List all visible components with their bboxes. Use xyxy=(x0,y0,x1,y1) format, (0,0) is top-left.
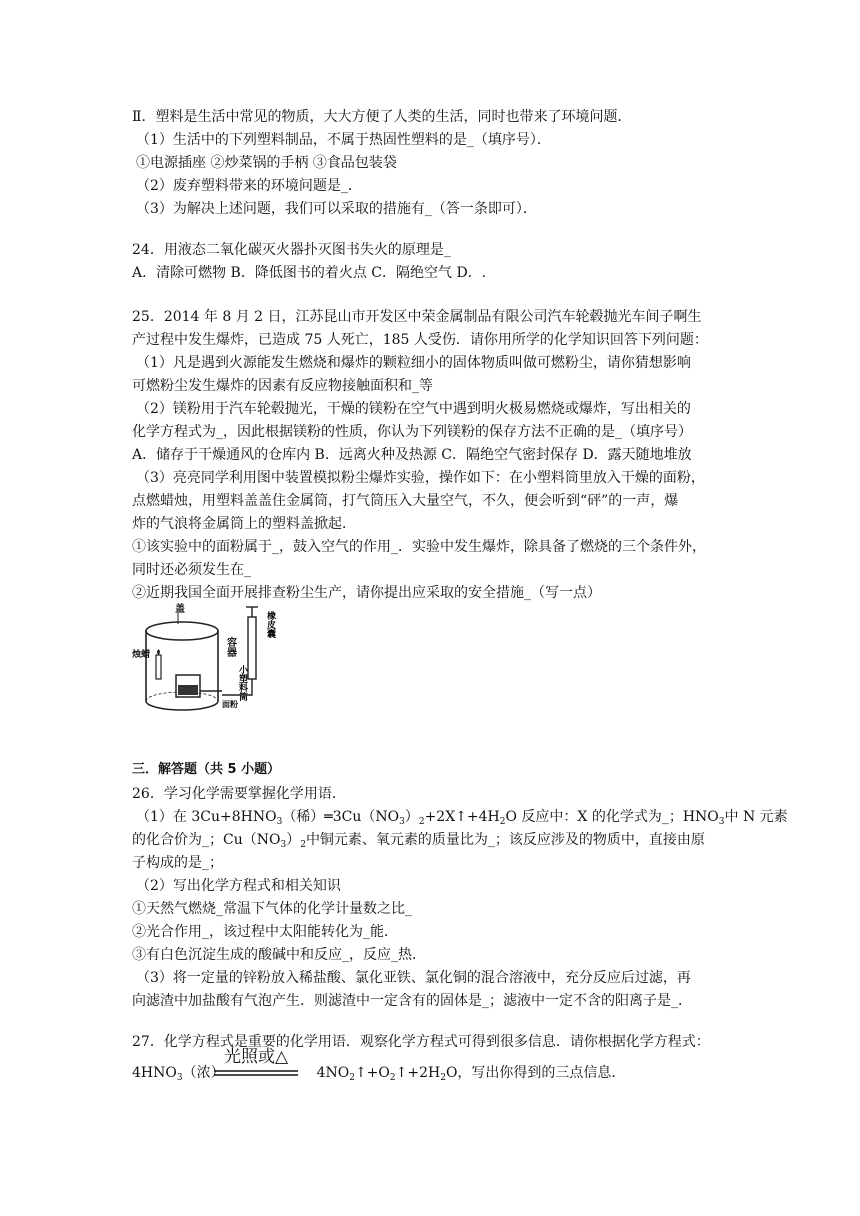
question-26-line: ①天然气燃烧_常温下气体的化学计量数之比_ xyxy=(132,901,412,917)
question-26-line: （1）在 $3Cu+8HNO_3$（稀）$═3Cu(NO_3)_2+2X↑+4H_2O$ 反应中：X 的化学式为_；$HNO_3$中 N 元素 xyxy=(136,809,788,827)
reaction-condition: 光照或△ xyxy=(223,1047,289,1067)
question-25-line: （1）凡是遇到火源能发生燃烧和爆炸的颗粒细小的固体物质叫做可燃粉尘，请你猜想影响 xyxy=(136,355,691,371)
section-intro: Ⅱ．塑料是生活中常见的物质，大大方便了人类的生活，同时也带来了环境问题． xyxy=(132,109,632,125)
question-25-line: （2）镁粉用于汽车轮毂抛光，干燥的镁粉在空气中遇到明火极易燃烧或爆炸，写出相关的 xyxy=(136,401,691,417)
section-heading: 三．解答题（共 5 小题） xyxy=(132,762,281,777)
question-25-line: 可燃粉尘发生爆炸的因素有反应物接触面积和_等 xyxy=(132,378,433,394)
question-26-line: ③有白色沉淀生成的酸碱中和反应_，反应_热． xyxy=(132,947,426,963)
question-26-line: ②光合作用_，该过程中太阳能转化为_能． xyxy=(132,924,398,940)
question-26-line: （2）写出化学方程式和相关知识 xyxy=(136,878,341,894)
question-25-line: 25．2014 年 8 月 2 日，江苏昆山市开发区中荣金属制品有限公司汽车轮毂抛光车间子啊生 xyxy=(132,309,702,325)
question-25-line: ①该实验中的面粉属于_，鼓入空气的作用_．实验中发生爆炸，除具备了燃烧的三个条件外， xyxy=(132,539,706,555)
question-26-line: 向滤渣中加盐酸有气泡产生．则滤渣中一定含有的固体是_；滤液中一定不含的阳离子是_． xyxy=(132,993,692,1009)
label-flour: 面粉 xyxy=(222,700,238,709)
question-25-options: A．储存于干燥通风的仓库内 B．远离火种及热源 C．隔绝空气密封保存 D．露天随地堆放 xyxy=(132,447,692,463)
label-container: 容器 xyxy=(224,637,236,657)
question-25-line: 产过程中发生爆炸，已造成 75 人死亡，185 人受伤．请你用所学的化学知识回答下列问题： xyxy=(132,332,708,348)
label-small-tube: 小塑料筒 xyxy=(237,665,247,701)
question-25-line: （3）亮亮同学利用图中装置模拟粉尘爆炸实验，操作如下：在小塑料筒里放入干燥的面粉， xyxy=(136,470,705,486)
label-candle: 烛蜡 xyxy=(132,650,151,660)
label-lid: 盖 xyxy=(175,604,185,615)
dust-explosion-apparatus-figure xyxy=(130,603,290,721)
question-27-line: 27．化学方程式是重要的化学用语．观察化学方程式可得到很多信息．请你根据化学方程式： xyxy=(132,1034,710,1050)
question-24-options: A．清除可燃物 B．降低图书的着火点 C．隔绝空气 D．. xyxy=(132,265,487,281)
question-text: （1）生活中的下列塑料制品，不属于热固性塑料的是_（填序号）． xyxy=(136,132,551,148)
question-27-equation: $4HNO_3$（浓） $4NO_2↑+O_2↑+2H_2O$，写出你得到的三点信息． xyxy=(132,1065,626,1083)
question-25-line: 点燃蜡烛，用塑料盖盖住金属筒，打气筒压入大量空气，不久，便会听到“砰”的一声，爆 xyxy=(132,493,679,509)
question-26-line: 的化合价为_；$Cu(NO_3)_2$中铜元素、氧元素的质量比为_；该反应涉及的物质中，直接由原 xyxy=(132,832,705,850)
question-24-stem: 24．用液态二氧化碳灭火器扑灭图书失火的原理是_ xyxy=(132,242,451,258)
question-25-line: 炸的气浪将金属筒上的塑料盖掀起． xyxy=(132,516,356,532)
question-text: （2）废弃塑料带来的环境问题是_． xyxy=(136,178,362,194)
question-26-line: （3）将一定量的锌粉放入稀盐酸、氯化亚铁、氯化铜的混合溶液中，充分反应后过滤，再 xyxy=(136,970,691,986)
question-25-line: 同时还必须发生在_ xyxy=(132,562,251,578)
question-options: ①电源插座 ②炒菜锅的手柄 ③食品包装袋 xyxy=(136,155,397,171)
question-25-line: ②近期我国全面开展排查粉尘生产，请你提出应采取的安全措施_（写一点） xyxy=(132,585,601,601)
question-26-line: 子构成的是_； xyxy=(132,855,223,871)
label-rubber-bulb: 橡皮囊 xyxy=(265,611,275,638)
question-26-stem: 26．学习化学需要掌握化学用语． xyxy=(132,786,346,802)
question-25-line: 化学方程式为_，因此根据镁粉的性质，你认为下列镁粉的保存方法不正确的是_（填序号） xyxy=(132,424,692,440)
question-text: （3）为解决上述问题，我们可以采取的措施有_（答一条即可）． xyxy=(136,201,537,217)
